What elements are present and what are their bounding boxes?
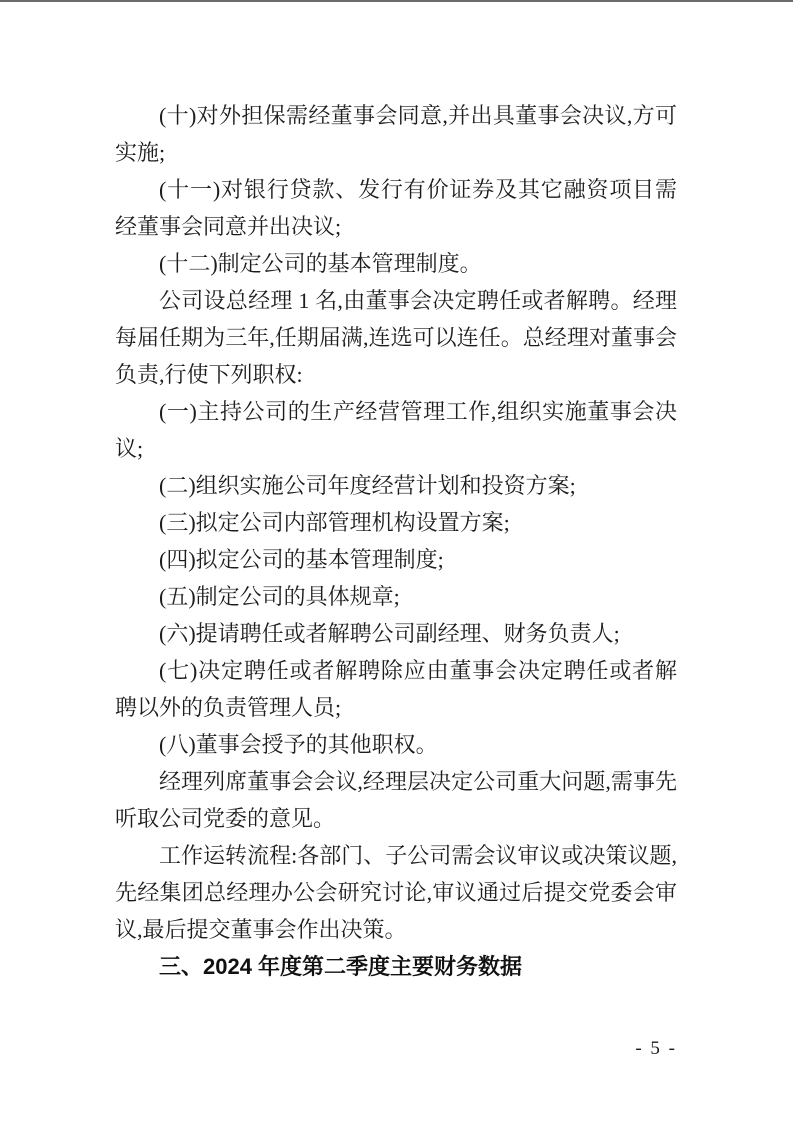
section-heading-q2-financial-data: 三、2024 年度第二季度主要财务数据 <box>159 954 523 979</box>
paragraph-duty-3: (三)拟定公司内部管理机构设置方案; <box>159 510 510 535</box>
paragraph-item-10: (十)对外担保需经董事会同意,并出具董事会决议,方可实施; <box>115 103 677 165</box>
paragraph-duty-6: (六)提请聘任或者解聘公司副经理、财务负责人; <box>159 621 620 646</box>
paragraph-duty-5: (五)制定公司的具体规章; <box>159 584 400 609</box>
paragraph-item-11: (十一)对银行贷款、发行有价证券及其它融资项目需经董事会同意并出决议; <box>115 177 677 239</box>
paragraph-duty-7: (七)决定聘任或者解聘除应由董事会决定聘任或者解聘以外的负责管理人员; <box>115 658 677 720</box>
paragraph-workflow: 工作运转流程:各部门、子公司需会议审议或决策议题,先经集团总经理办公会研究讨论,审议通过后提交党委会审议,最后提交董事会作出决策。 <box>115 843 677 942</box>
paragraph-duty-1: (一)主持公司的生产经营管理工作,组织实施董事会决议; <box>115 399 677 461</box>
paragraph-duty-8: (八)董事会授予的其他职权。 <box>159 732 438 757</box>
paragraph-manager-meeting: 经理列席董事会会议,经理层决定公司重大问题,需事先听取公司党委的意见。 <box>115 769 677 831</box>
paragraph-duty-4: (四)拟定公司的基本管理制度; <box>159 547 444 572</box>
paragraph-general-manager: 公司设总经理 1 名,由董事会决定聘任或者解聘。经理每届任期为三年,任期届满,连选可以连任。总经理对董事会负责,行使下列职权: <box>115 288 677 387</box>
page-top-edge <box>0 0 793 2</box>
paragraph-item-12: (十二)制定公司的基本管理制度。 <box>159 251 482 276</box>
page-number: - 5 - <box>635 1038 677 1059</box>
document-body <box>115 97 677 985</box>
paragraph-duty-2: (二)组织实施公司年度经营计划和投资方案; <box>159 473 576 498</box>
